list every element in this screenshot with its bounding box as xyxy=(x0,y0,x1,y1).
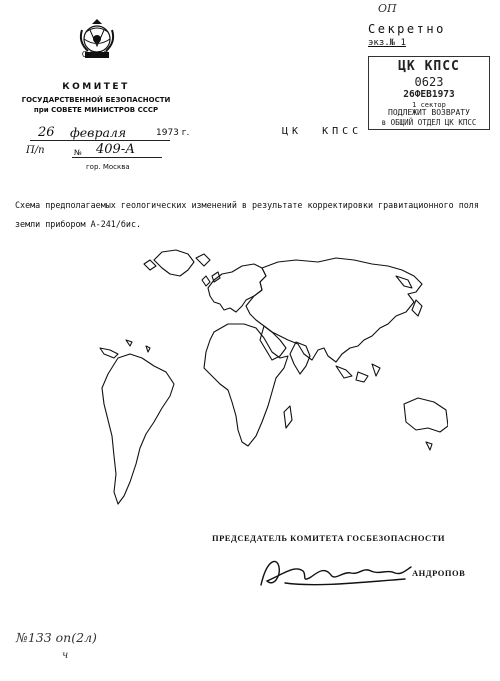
document-number xyxy=(16,142,206,164)
registration-stamp xyxy=(368,56,490,130)
world-map-icon xyxy=(96,236,448,526)
committee-heading: КОМИТЕТ xyxy=(62,82,130,92)
ussr-heading: СССР xyxy=(81,50,111,59)
city-label: гор. Москва xyxy=(86,163,130,171)
handwritten-signature-icon xyxy=(255,553,415,593)
date-underline xyxy=(30,140,170,141)
date-year: 1973 г. xyxy=(156,128,190,138)
signatory-name: АНДРОПОВ xyxy=(412,568,466,578)
number-label: № xyxy=(74,148,82,157)
signature-title: ПРЕДСЕДАТЕЛЬ КОМИТЕТА ГОСБЕЗОПАСНОСТИ xyxy=(212,533,445,543)
state-security-heading: ГОСУДАРСТВЕННОЙ БЕЗОПАСНОСТИ xyxy=(21,96,171,104)
number-scribble: П/п xyxy=(26,145,45,156)
number-value: 409-А xyxy=(96,142,136,157)
stamp-org: ЦК КПСС xyxy=(398,59,460,74)
date-month: февраля xyxy=(70,125,127,140)
stamp-department: в ОБЩИЙ ОТДЕЛ ЦК КПСС xyxy=(381,118,477,127)
copy-number: экз.№ 1 xyxy=(368,38,406,48)
date-day: 26 xyxy=(38,125,55,140)
number-underline xyxy=(72,157,162,158)
stamp-number: 0623 xyxy=(414,75,444,89)
handwritten-note-top: ОП xyxy=(378,2,397,15)
handwritten-note-bottom: №133 оп(2л) xyxy=(16,630,97,645)
addressee: ЦК КПСС xyxy=(282,126,363,137)
stamp-sector: 1 сектор xyxy=(412,101,446,109)
council-heading: при СОВЕТЕ МИНИСТРОВ СССР xyxy=(33,106,159,114)
body-text: Схема предполагаемых геологических изменений в результате корректировки гравитационного поля земли прибором А-241/бис. xyxy=(15,200,479,229)
handwritten-mark: ч xyxy=(62,650,69,661)
stamp-return-note: ПОДЛЕЖИТ ВОЗВРАТУ xyxy=(388,108,470,117)
classification-secret: Секретно xyxy=(368,22,446,36)
stamp-date: 26ФЕВ1973 xyxy=(403,89,455,100)
